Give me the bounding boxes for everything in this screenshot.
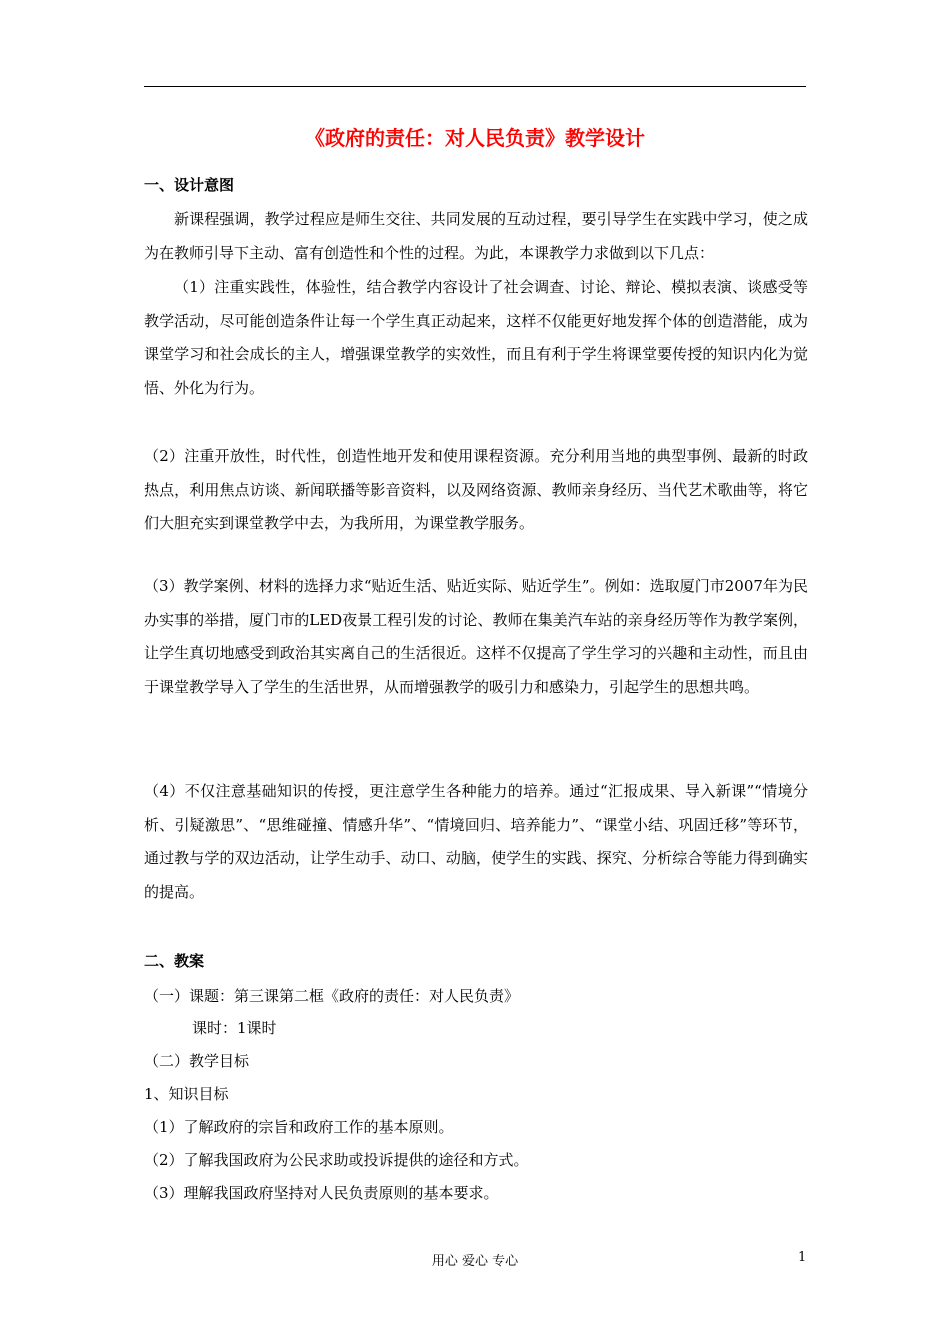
point-1-paragraph: （1）注重实践性，体验性，结合教学内容设计了社会调查、讨论、辩论、模拟表演、谈感受等教学活动，尽可能创造条件让每一个学生真正动起来，这样不仅能更好地发挥个体的创造潜能，成为课堂学习和社会成长的主人，增强课堂教学的实效性，而且有利于学生将课堂要传授的知识内化为觉悟、外化为行为。	[144, 278, 808, 397]
teaching-goals-line: （二）教学目标	[144, 1052, 250, 1070]
document-title: 《政府的责任：对人民负责》教学设计	[305, 126, 645, 150]
section-1-heading: 一、设计意图	[144, 176, 235, 194]
knowledge-goal-1: （1）了解政府的宗旨和政府工作的基本原则。	[144, 1118, 454, 1136]
footer-motto: 用心 爱心 专心	[431, 1254, 519, 1269]
section-1-point-1	[144, 271, 808, 405]
section-1-point-2	[144, 440, 808, 541]
section-2-heading: 二、教案	[144, 952, 205, 970]
lesson-period-line: 课时：1课时	[192, 1019, 277, 1037]
section-1-intro	[144, 203, 808, 270]
knowledge-goal-2: （2）了解我国政府为公民求助或投诉提供的途径和方式。	[144, 1151, 529, 1169]
section-1-point-4	[144, 775, 808, 909]
knowledge-goal-3: （3）理解我国政府坚持对人民负责原则的基本要求。	[144, 1184, 499, 1202]
page-number: 1	[798, 1250, 807, 1265]
knowledge-goal-heading: 1、知识目标	[144, 1085, 229, 1103]
point-2-paragraph: （2）注重开放性，时代性，创造性地开发和使用课程资源。充分利用当地的典型事例、最新的时政热点，利用焦点访谈、新闻联播等影音资料，以及网络资源、教师亲身经历、当代艺术歌曲等，将它们大胆充实到课堂教学中去，为我所用，为课堂教学服务。	[144, 447, 808, 533]
point-4-paragraph: （4）不仅注意基础知识的传授，更注意学生各种能力的培养。通过“汇报成果、导入新课”“情境分析、引疑激思”、“思维碰撞、情感升华”、“情境回归、培养能力”、“课堂小结、巩固迁移”等环节，通过教与学的双边活动，让学生动手、动口、动脑，使学生的实践、探究、分析综合等能力得到确实的提高。	[144, 782, 808, 901]
lesson-topic-line: （一）课题：第三课第二框《政府的责任：对人民负责》	[144, 987, 520, 1005]
intro-paragraph: 新课程强调，教学过程应是师生交往、共同发展的互动过程，要引导学生在实践中学习，使之成为在教师引导下主动、富有创造性和个性的过程。为此，本课教学力求做到以下几点：	[144, 210, 808, 262]
header-rule	[144, 86, 806, 87]
point-3-paragraph: （3）教学案例、材料的选择力求“贴近生活、贴近实际、贴近学生”。例如：选取厦门市2007年为民办实事的举措，厦门市的LED夜景工程引发的讨论、教师在集美汽车站的亲身经历等作为教学案例，让学生真切地感受到政治其实离自己的生活很近。这样不仅提高了学生学习的兴趣和主动性，而且由于课堂教学导入了学生的生活世界，从而增强教学的吸引力和感染力，引起学生的思想共鸣。	[144, 577, 808, 696]
section-1-point-3	[144, 570, 808, 704]
